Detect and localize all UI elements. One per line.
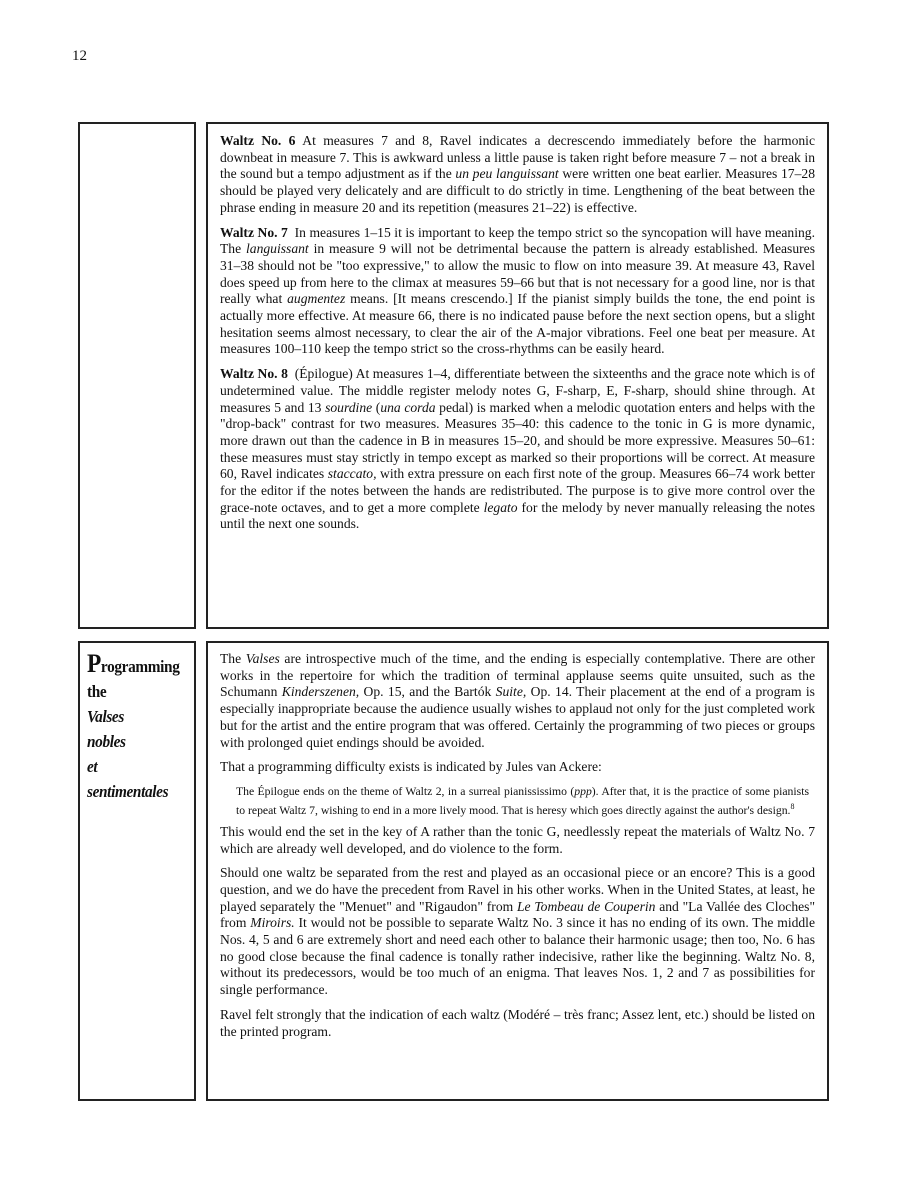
text-run: 8	[790, 801, 795, 811]
title-line-nobles: nobles	[87, 732, 126, 751]
text-run: Op. 15, and the Bartók	[359, 684, 496, 700]
waltz-paragraph	[220, 366, 815, 533]
text-run: This would end the set in the key of A rather than the tonic G, needlessly repeat the materials of Waltz No. 7 which are already well developed, and do violence to the form.	[220, 823, 815, 856]
title-line-sentimentales: sentimentales	[87, 782, 169, 801]
title-line-the: the	[87, 682, 107, 701]
block-quote	[236, 784, 809, 818]
text-run: staccato,	[327, 466, 377, 482]
waltz-heading: Waltz No. 6	[220, 133, 296, 148]
text-run: Kinderszenen,	[281, 684, 360, 700]
waltz-heading: Waltz No. 8	[220, 366, 288, 382]
title-initial: P	[87, 649, 101, 678]
title-line-et: et	[87, 757, 98, 776]
text-run: languissant	[246, 241, 309, 257]
text-run: ppp	[574, 784, 592, 798]
text-run: are introspective much of the time, and the ending is especially contemplative. There are other works in the repertoire for which the tradition of terminal applause seems quite unsuited, such as the Schumann	[220, 651, 815, 700]
text-run: Should one waltz be separated from the rest and played as an occasional piece or an encore? This is a good question, and we do have the precedent from Ravel in his other works. When in the United States, at least, he played separately the "Menuet" and "Rigaudon" from	[220, 865, 815, 914]
body-paragraph	[220, 824, 815, 857]
text-run: Suite,	[495, 684, 527, 700]
body-paragraph	[220, 865, 815, 999]
title-rest: rogramming	[100, 657, 180, 676]
sidebar-title	[87, 651, 178, 804]
text-run: The Épilogue ends on the theme of Waltz 2, in a surreal pianississimo (	[236, 784, 575, 798]
text-run: with extra pressure on each first note of the group. Measures 66–74 work better for the editor if the notes between the hands are redistributed. The purpose is to give more control over the grace-note octaves, and to get a more complete	[220, 466, 815, 515]
text-run: In measures 1–15 it is important to keep the tempo strict so the syncopation will have meaning. The	[220, 224, 815, 257]
waltz-notes-box	[206, 122, 829, 629]
text-run: una corda	[380, 399, 436, 415]
text-run: Ravel felt strongly that the indication of each waltz (Modéré – très franc; Assez lent, etc.) should be listed on the printed program.	[220, 1006, 815, 1039]
sidebar-box-empty	[78, 122, 196, 629]
text-run: Miroirs.	[250, 915, 295, 931]
programming-content	[220, 651, 815, 1040]
text-run: for the melody by never manually releasing the notes until the next one sounds.	[220, 499, 815, 532]
text-run: sourdine	[325, 399, 373, 415]
text-run: means. [It means crescendo.] If the pianist simply builds the tone, the end point is actually more effective. At measure 66, there is no indicated pause before the next section opens, but a slight hesitation seems almost necessary, to clear the air of the A-major vibrations. Feel one beat per measure. At measures 100–110 keep the tempo strict so the cross-rhythms can be easily heard.	[220, 291, 815, 357]
text-run: The	[220, 651, 246, 666]
text-run: (Épilogue) At measures 1–4, differentiate between the sixteenths and the grace note which is of undetermined value. The middle register melody notes G, F-sharp, E, F-sharp, should shine through. At measures 5 and 13	[220, 366, 815, 415]
text-run: pedal) is marked when a melodic quotation enters and helps with the "drop-back" contrast for two measures. Measures 35–40: this cadence to the tonic in G is more dynamic, more drawn out than the cadence in B in measures 15–20, and should be more expressive. Measures 50–61: these measures must stay strictly in tempo except as marked so their proportions will be correct. At measure 60, Ravel indicates	[220, 399, 815, 482]
text-run: (	[372, 399, 381, 415]
text-run: legato	[483, 499, 518, 515]
sidebar-box-programming	[78, 641, 196, 1101]
waltz-paragraph	[220, 133, 815, 217]
text-run: At measures 7 and 8, Ravel indicates a decrescendo immediately before the harmonic downbeat in measure 7. This is awkward unless a little pause is taken right before measure 7 – not a break in the sound but a tempo adjustment as if the	[220, 133, 815, 182]
text-run: in measure 9 will not be detrimental because the pattern is already established. Measures 31–38 should not be "too expressive," to allow the music to flow on into measure 39. At measure 43, Ravel does speed up from here to the climax at measures 59–66 but that is not necessary for a good line, nor is that really what	[220, 241, 815, 307]
text-run: It would not be possible to separate Waltz No. 3 since it has no ending of its own. The middle Nos. 4, 5 and 6 are extremely short and need each other to balance their harmonic usage; then too, No. 6 has no good close because the final cadence is tonally rather indecisive, rather like the beginning. Waltz No. 8, without its predecessors, would be too much of an enigma. That leaves Nos. 1, 2 and 7 as possibilities for single performance.	[220, 915, 815, 998]
programming-box	[206, 641, 829, 1101]
waltz-paragraph	[220, 225, 815, 359]
body-paragraph	[220, 759, 815, 776]
text-run: and "La Vallée des Cloches" from	[220, 898, 815, 931]
title-line-valses: Valses	[87, 707, 124, 726]
body-paragraph	[220, 651, 815, 751]
text-run: were written one beat earlier. Measures 17–28 should be played very delicately and are difficult to do strictly in time. Lengthening of the beat between the phrase ending in measure 20 and its repetition (measures 21–22) is effective.	[220, 166, 815, 215]
text-run: Le Tombeau de Couperin	[516, 898, 656, 914]
text-run: Valses	[245, 651, 280, 666]
page-number: 12	[72, 48, 87, 64]
waltz-heading: Waltz No. 7	[220, 224, 288, 240]
text-run: ). After that, it is the practice of some pianists to repeat Waltz 7, wishing to end in a more lively mood. That is heresy which goes directly against the author's design.	[236, 784, 809, 817]
waltz-notes-content	[220, 133, 815, 533]
text-run: un peu languissant	[455, 166, 559, 182]
text-run: That a programming difficulty exists is indicated by Jules van Ackere:	[220, 759, 602, 775]
body-paragraph	[220, 1007, 815, 1040]
text-run: augmentez	[287, 291, 346, 307]
text-run: Op. 14. Their placement at the end of a program is especially inappropriate because the audience usually wishes to applaud not only for the just completed work but for the artist and the entire program that was offered. Certainly the programming of two pieces or groups with prolonged quiet endings should be avoided.	[220, 684, 815, 750]
